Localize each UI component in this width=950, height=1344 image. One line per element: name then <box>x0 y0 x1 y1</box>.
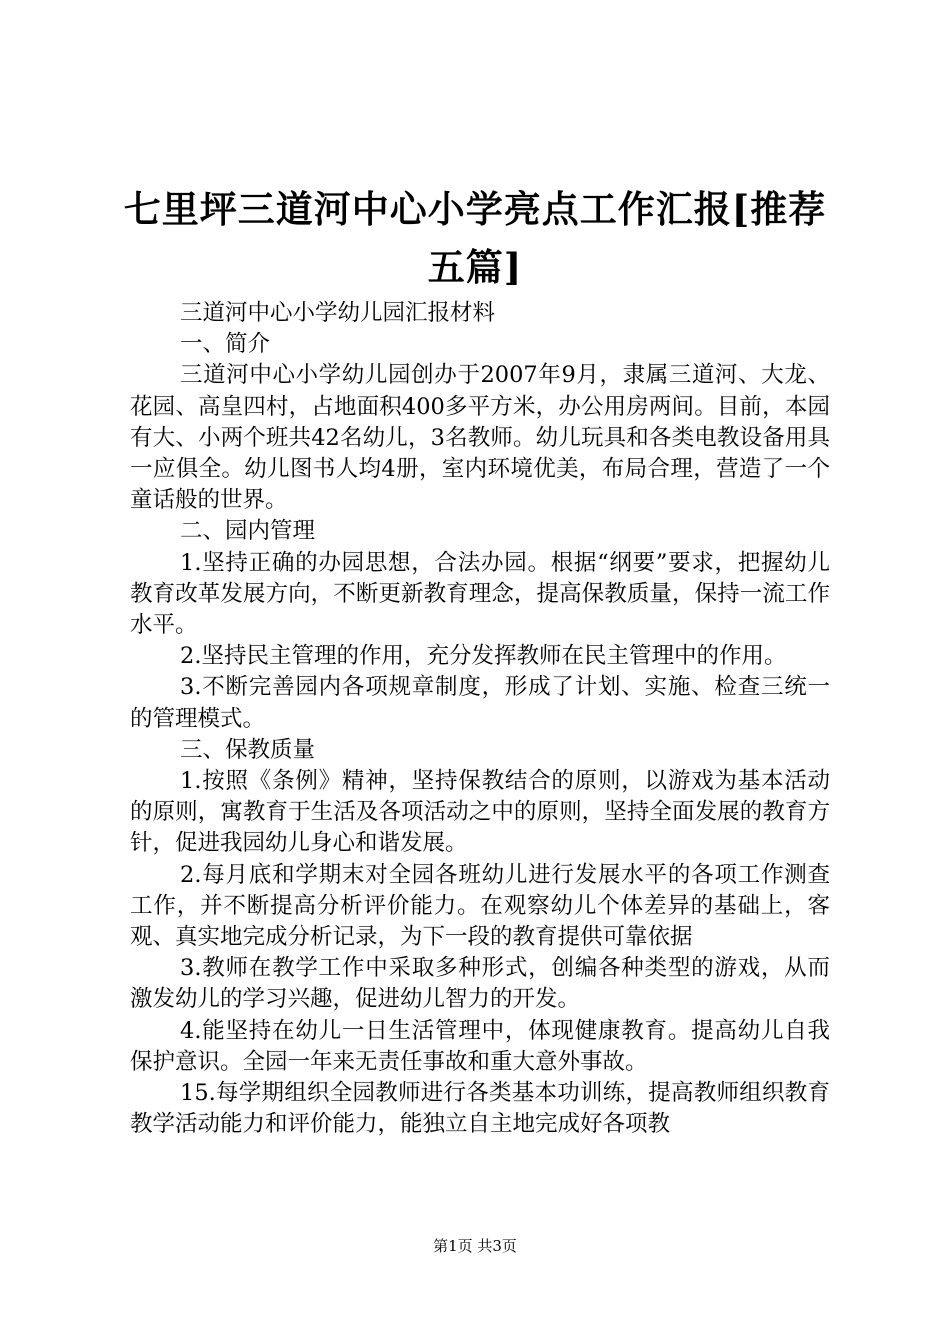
section-heading-quality: 三、保教质量 <box>180 736 316 763</box>
paragraph-management-2: 2.坚持民主管理的作用，充分发挥教师在民主管理中的作用。 <box>180 643 787 670</box>
paragraph-quality-5: 15.每学期组织全园教师进行各类基本功训练，提高教师组织教育教学活动能力和评价能力，能独立自主地完成好各项教 <box>130 1080 830 1138</box>
paragraph-intro: 三道河中心小学幼儿园创办于2007年9月，隶属三道河、大龙、花园、高皇四村，占地面积400多平方米，办公用房两间。目前，本园有大、小两个班共42名幼儿，3名教师。幼儿玩具和各类电教设备用具一应俱全。幼儿图书人均4册，室内环境优美，布局合理，营造了一个童话般的世界。 <box>130 362 830 514</box>
paragraph-management-3: 3.不断完善园内各项规章制度，形成了计划、实施、检查三统一的管理模式。 <box>130 674 830 732</box>
paragraph-quality-1: 1.按照《条例》精神，坚持保教结合的原则，以游戏为基本活动的原则，寓教育于生活及各项活动之中的原则，坚持全面发展的教育方针，促进我园幼儿身心和谐发展。 <box>130 768 830 857</box>
paragraph-subtitle: 三道河中心小学幼儿园汇报材料 <box>180 300 496 326</box>
section-heading-intro: 一、简介 <box>180 331 271 358</box>
paragraph-management-1: 1.坚持正确的办园思想，合法办园。根据“纲要”要求，把握幼儿教育改革发展方向，不断更新教育理念，提高保教质量，保持一流工作水平。 <box>130 549 830 639</box>
section-heading-management: 二、园内管理 <box>180 518 316 545</box>
document-title: 七里坪三道河中心小学亮点工作汇报[推荐五篇] <box>123 187 827 289</box>
page-number-footer: 第1页 共3页 <box>433 1237 517 1255</box>
paragraph-quality-4: 4.能坚持在幼儿一日生活管理中，体现健康教育。提高幼儿自我保护意识。全园一年来无责任事故和重大意外事故。 <box>130 1017 830 1075</box>
paragraph-quality-3: 3.教师在教学工作中采取多种形式，创编各种类型的游戏，从而激发幼儿的学习兴趣，促进幼儿智力的开发。 <box>130 955 830 1013</box>
paragraph-quality-2: 2.每月底和学期末对全园各班幼儿进行发展水平的各项工作测查工作，并不断提高分析评价能力。在观察幼儿个体差异的基础上，客观、真实地完成分析记录，为下一段的教育提供可靠依据 <box>130 861 830 951</box>
document-body <box>130 298 830 1140</box>
